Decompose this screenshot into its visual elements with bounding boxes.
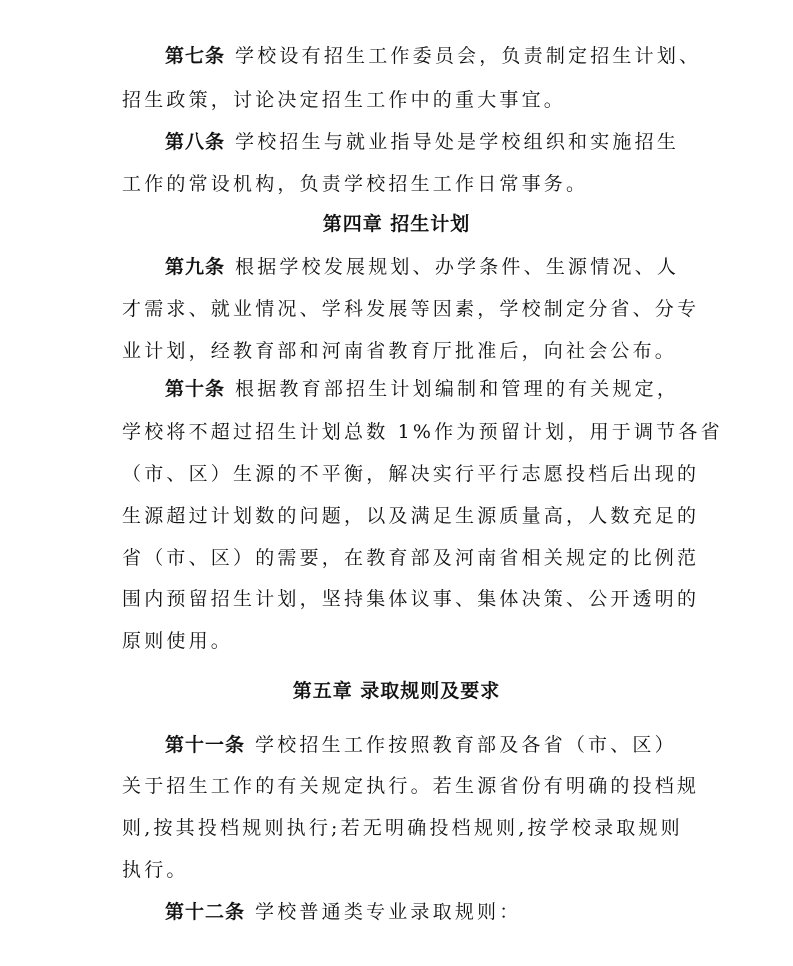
article-10-line-3: （市、区）生源的不平衡，解决实行平行志愿投档后出现的	[122, 463, 700, 485]
article-12-line-1	[165, 898, 682, 926]
article-11-line-3: 则,按其投档规则执行;若无明确投档规则,按学校录取规则	[122, 817, 683, 839]
article-11-line-4: 执行。	[122, 859, 189, 881]
article-10-line-1	[165, 375, 682, 403]
article-label: 第九条	[165, 256, 226, 278]
article-10-line-4: 生源超过计划数的问题，以及满足生源质量高，人数充足的	[122, 505, 700, 527]
article-label: 第十条	[165, 378, 226, 400]
chapter-4-heading: 第四章 招生计划	[322, 213, 471, 235]
article-9-line-1	[165, 253, 682, 281]
article-7-line-1	[165, 42, 702, 70]
article-label: 第八条	[165, 131, 226, 153]
article-10-line-5: 省（市、区）的需要，在教育部及河南省相关规定的比例范	[122, 547, 700, 569]
article-label: 第七条	[165, 45, 226, 67]
article-text: 根据学校发展规划、办学条件、生源情况、人	[235, 256, 680, 278]
article-8-line-2: 工作的常设机构，负责学校招生工作日常事务。	[122, 173, 589, 195]
article-text: 学校招生工作按照教育部及各省（市、区）	[255, 734, 677, 756]
article-10-line-7: 原则使用。	[122, 630, 234, 652]
article-text: 学校设有招生工作委员会，负责制定招生计划、	[235, 45, 702, 67]
article-9-line-2: 才需求、就业情况、学科发展等因素，学校制定分省、分专	[122, 298, 700, 320]
article-text: 学校普通类专业录取规则：	[255, 901, 522, 923]
article-text: 学校招生与就业指导处是学校组织和实施招生	[235, 131, 680, 153]
article-label: 第十二条	[165, 901, 246, 923]
article-11-line-2: 关于招生工作的有关规定执行。若生源省份有明确的投档规	[122, 775, 700, 797]
article-8-line-1	[165, 128, 682, 156]
article-10-line-6: 围内预留招生计划，坚持集体议事、集体决策、公开透明的	[122, 588, 700, 610]
article-10-line-2: 学校将不超过招生计划总数 1%作为预留计划，用于调节各省	[122, 421, 723, 443]
article-text: 根据教育部招生计划编制和管理的有关规定，	[235, 378, 680, 400]
chapter-5-heading: 第五章 录取规则及要求	[292, 680, 501, 702]
article-7-line-2: 招生政策，讨论决定招生工作中的重大事宜。	[122, 89, 567, 111]
article-label: 第十一条	[165, 734, 246, 756]
article-11-line-1	[165, 731, 682, 759]
article-9-line-3: 业计划，经教育部和河南省教育厅批准后，向社会公布。	[122, 340, 678, 362]
